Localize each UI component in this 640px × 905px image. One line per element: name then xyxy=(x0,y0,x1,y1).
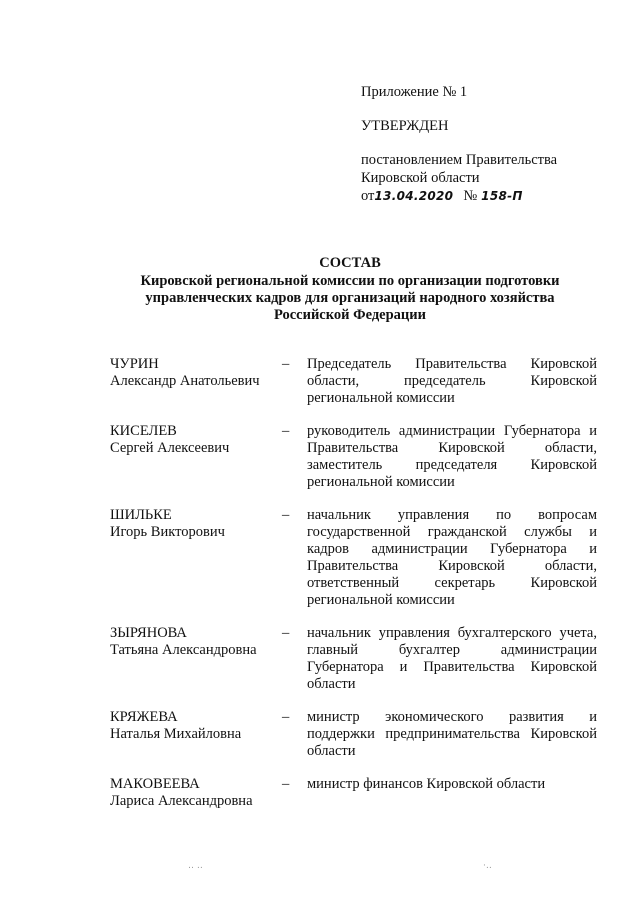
member-role: начальник управления по вопросам государственной гражданской службы и кадров администрации Губернатора и Правительства Кировской области, ответственный секретарь Кировской региональной комиссии xyxy=(307,507,597,608)
member-dash: – xyxy=(282,625,290,641)
member-given-names: Сергей Алексеевич xyxy=(110,440,230,456)
member-surname: КРЯЖЕВА xyxy=(110,709,178,725)
member-row xyxy=(110,625,600,693)
member-name xyxy=(110,709,282,743)
member-surname: ЧУРИН xyxy=(110,356,159,372)
member-dash: – xyxy=(282,423,290,439)
subtitle-line-2: управленческих кадров для организаций народного хозяйства xyxy=(145,290,555,306)
member-role: руководитель администрации Губернатора и Правительства Кировской области, заместитель председателя Кировской региональной комиссии xyxy=(307,423,597,490)
member-given-names: Александр Анатольевич xyxy=(110,373,260,389)
member-row xyxy=(110,776,600,810)
member-name xyxy=(110,507,282,541)
member-dash: – xyxy=(282,356,290,372)
subtitle-line-3: Российской Федерации xyxy=(273,307,426,323)
subtitle-line-1: Кировской региональной комиссии по организации подготовки xyxy=(140,273,560,289)
appendix-label: Приложение № 1 xyxy=(361,84,468,100)
member-role: министр финансов Кировской области xyxy=(307,776,546,792)
member-role: министр экономического развития и поддержки предпринимательства Кировской области xyxy=(307,709,597,759)
member-dash: – xyxy=(282,507,290,523)
member-given-names: Наталья Михайловна xyxy=(110,726,242,742)
member-given-names: Лариса Александровна xyxy=(110,793,253,809)
member-dash: – xyxy=(282,709,290,725)
member-given-names: Игорь Викторович xyxy=(110,524,225,540)
member-role: Председатель Правительства Кировской области, председатель Кировской региональной комиссии xyxy=(307,356,597,406)
scan-speck: ·‥ xyxy=(483,861,492,871)
member-name xyxy=(110,776,282,810)
member-surname: ЗЫРЯНОВА xyxy=(110,625,187,641)
member-surname: КИСЕЛЕВ xyxy=(110,423,177,439)
member-surname: ШИЛЬКЕ xyxy=(110,507,172,523)
decree-line-2: Кировской области xyxy=(361,170,480,186)
document-title: СОСТАВ xyxy=(319,255,381,271)
member-row xyxy=(110,356,600,407)
member-row xyxy=(110,507,600,609)
decree-number: 158-П xyxy=(481,189,523,203)
approved-label: УТВЕРЖДЕН xyxy=(361,118,449,134)
number-sign: № xyxy=(463,188,478,204)
member-name xyxy=(110,625,282,659)
scan-speck: ‥ ‥ xyxy=(188,861,203,871)
member-row xyxy=(110,709,600,760)
members-list xyxy=(110,356,600,826)
member-name xyxy=(110,356,282,390)
member-row xyxy=(110,423,600,491)
decree-date-number xyxy=(361,188,523,205)
member-dash: – xyxy=(282,776,290,792)
member-role: начальник управления бухгалтерского учета, главный бухгалтер администрации Губернатора и Правительства Кировской области xyxy=(307,625,597,692)
member-surname: МАКОВЕЕВА xyxy=(110,776,200,792)
decree-date: 13.04.2020 xyxy=(374,189,454,203)
member-given-names: Татьяна Александровна xyxy=(110,642,257,658)
from-prefix: от xyxy=(361,188,375,204)
document-heading xyxy=(100,255,600,324)
member-name xyxy=(110,423,282,457)
decree-line-1: постановлением Правительства xyxy=(361,152,558,168)
